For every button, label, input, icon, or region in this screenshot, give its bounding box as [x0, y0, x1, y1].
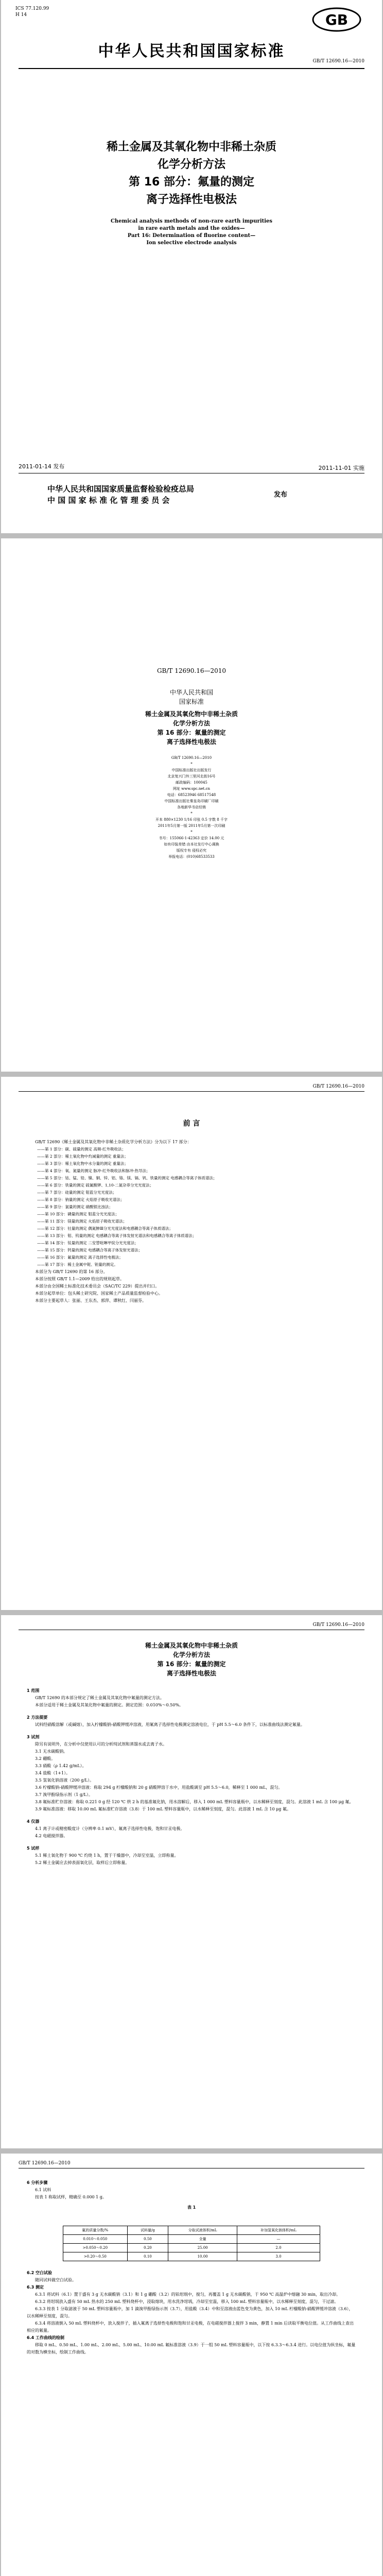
- imprint-line: GB/T 12690.16—2010: [171, 756, 212, 760]
- foreword-para: 本部分主要起草人：张丽、王东杰、郭萍、谭秋红、闫丽芬。: [35, 1298, 146, 1303]
- imprint-line: 各地新华书店经销: [177, 805, 206, 809]
- part-list-item: ——第 14 部分：钛量的测定 二安替吡啉甲烷分光光度法；: [37, 1241, 138, 1245]
- main-body-2a: [27, 2179, 356, 2211]
- part-list-item: ——第 11 部分：镁量的测定 火焰原子吸收光谱法；: [37, 1219, 127, 1224]
- body-para: 除另有说明外，在分析中仅使用认可的分析纯试剂和蒸馏水或去离子水。: [35, 1742, 167, 1747]
- cover-en-title-1: Chemical analysis methods of non-rare earth impurities: [110, 218, 273, 224]
- table-header-row: [63, 2226, 320, 2235]
- part-list-item: ——第 15 部分：钙量的测定 电感耦合等离子体发射光谱法；: [37, 1248, 143, 1252]
- imprint-line: *: [190, 830, 193, 834]
- body-para: 本部分适用于稀土金属及其氧化物中氟量的测定。测定范围：0.010%～0.50%。: [35, 1703, 183, 1707]
- part-list-item: ——第 17 部分：稀土金属中铌、钽量的测定。: [37, 1262, 118, 1267]
- imprint-std-no: GB/T 12690.16—2010: [156, 667, 227, 674]
- table-cell: 0.10: [127, 2252, 168, 2261]
- table-cell: 25.00: [168, 2244, 237, 2252]
- table-cell: 全量: [168, 2235, 237, 2244]
- ccs-code: H 14: [15, 12, 27, 18]
- doc-title-3: 第 16 部分：氟量的测定: [157, 1660, 226, 1668]
- table-1: [63, 2226, 320, 2261]
- body-para: 6.1 试料: [35, 2188, 51, 2192]
- body-para: 5.2 稀土金属应去掉表面氧化层，取样后立即称量。: [35, 1860, 130, 1865]
- table-row: [63, 2252, 320, 2261]
- table-cell: 0.50: [127, 2235, 168, 2244]
- main-body-1: [27, 1687, 356, 1867]
- body-para: 试料经硝酸溶解（或碱熔），加入柠檬酸钠-硝酸钾缓冲溶液，用氟离子选择性电极测定溶液电位，于 pH 5.5～6.0 条件下，以标准曲线法测定氟量。: [35, 1722, 305, 1727]
- imprint-page: [1, 538, 382, 1072]
- page-header: GB/T 12690.16—2010: [312, 1622, 364, 1628]
- imprint-line: 如有印装差错 由本社发行中心调换: [164, 842, 219, 846]
- table-caption: 表 1: [187, 2205, 196, 2210]
- part-list-item: ——第 1 部分：碳、硫量的测定 高频-红外吸收法；: [37, 1147, 126, 1151]
- body-para: 5.1 稀土氧化物于 900 ℃ 灼烧 1 h，置于干燥器中，冷却至室温，立即称量。: [35, 1853, 179, 1858]
- reagent-item: 3.7 溴甲酚绿指示剂（1 g/L）。: [35, 1792, 93, 1797]
- part-list-item: ——第 2 部分：稀土氧化物中灼减量的测定 重量法；: [37, 1154, 128, 1159]
- table-cell: 3.0: [237, 2252, 320, 2261]
- foreword-para: 本部分按照 GB/T 1.1—2009 给出的规则起草。: [35, 1277, 125, 1281]
- main-body-2b: [27, 2269, 356, 2356]
- ics-code: ICS 77.120.99: [15, 6, 49, 11]
- imprint-line: 网址 www.spc.net.cn: [173, 787, 210, 791]
- body-para: 随同试料做空白试验。: [35, 2278, 76, 2282]
- issue-date: 2011-01-14 发布: [19, 463, 65, 470]
- imprint-title-2: 国家标准: [179, 698, 204, 705]
- table-row: [63, 2235, 320, 2244]
- imprint-line: 中国标准出版社出版发行: [171, 768, 212, 772]
- reagent-item: 3.1 无水碳酸钠。: [35, 1749, 68, 1754]
- cover-en-title-4: Ion selective electrode analysis: [146, 240, 237, 246]
- table-row: [63, 2244, 320, 2252]
- section-heading: 2 方法提要: [27, 1715, 48, 1720]
- imprint-line: 北京复兴门外三里河北街16号: [167, 774, 216, 778]
- gb-logo: [312, 7, 361, 32]
- section-heading: 3 试剂: [27, 1735, 40, 1739]
- foreword-para: 本部分起草单位：包头稀土研究院、国家稀土产品质量监督检验中心。: [35, 1291, 163, 1296]
- issuer-1: 中华人民共和国国家质量监督检验检疫总局: [47, 484, 195, 494]
- header-rule: [19, 68, 364, 69]
- doc-title-1: 稀土金属及其氧化物中非稀土杂质: [145, 1642, 238, 1649]
- table-cell: 0.010～0.050: [63, 2235, 128, 2244]
- imprint-line: 中国标准出版社秦皇岛印刷厂印刷: [164, 799, 219, 803]
- step-para: 6.3.1 将试料（6.1）置于盛有 3 g 无水碳酸钠（3.1）和 1 g 硼酸（3.2）的铂坩埚中，搅匀，再覆盖 1 g 无水碳酸钠，于 950 ℃ 高温炉中熔融 30 min，取出冷却。: [35, 2292, 340, 2297]
- issuer-2: 中 国 国 家 标 准 化 管 理 委 员 会: [47, 496, 170, 505]
- cover-title-2: 化学分析方法: [157, 158, 225, 171]
- reagent-item: 3.2 硼酸。: [35, 1756, 56, 1761]
- part-list-item: ——第 9 部分：氯量的测定 硝酸银比浊法；: [37, 1205, 113, 1209]
- reagent-item: 3.6 柠檬酸钠-硝酸钾缓冲溶液：称取 294 g 柠檬酸钠和 20 g 硝酸钾溶于水中，用盐酸调至 pH 5.5～6.0，稀释至 1 000 mL，混匀。: [35, 1785, 283, 1790]
- section-heading: 6.4 工作曲线的绘制: [27, 2335, 64, 2340]
- main-page-1: [1, 1615, 382, 2148]
- foreword-para: 本部分为 GB/T 12690 的第 16 部分。: [35, 1269, 108, 1274]
- cover-page: [1, 0, 382, 533]
- table-header-cell: 补加氢氧化钠体积/mL: [237, 2226, 320, 2235]
- imprint-line: 邮政编码：100045: [176, 781, 207, 785]
- reagent-item: 3.5 氢氧化钠溶液（200 g/L）。: [35, 1778, 94, 1783]
- issuer-suffix: 发布: [274, 491, 288, 499]
- cover-title-3: 第 16 部分：氟量的测定: [129, 176, 254, 189]
- table-cell: >0.050～0.20: [63, 2244, 128, 2252]
- reagent-item: 3.9 氟标准溶液：移取 10.00 mL 氟标准贮存溶液（3.8）于 100 mL 塑料容量瓶中，以水稀释至刻度，混匀。此溶液 1 mL 含 10 μg 氟。: [35, 1807, 291, 1811]
- part-list-item: ——第 13 部分：钼、钨量的测定 电感耦合等离子体发射光谱法和电感耦合等离子体质谱法；: [37, 1233, 197, 1238]
- table-header-cell: 试料量/g: [127, 2226, 168, 2235]
- page-header: GB/T 12690.16—2010: [312, 1084, 364, 1089]
- imprint-line: 书号：155066·1-42363 定价 14.00 元: [159, 836, 224, 840]
- table-header-cell: 分取试液体积/mL: [168, 2226, 237, 2235]
- body-para: 4.2 电磁搅拌器。: [35, 1834, 68, 1838]
- table-cell: 10.00: [168, 2252, 237, 2261]
- imprint-title-3: 稀土金属及其氧化物中非稀土杂质: [145, 710, 238, 718]
- imprint-line: 开本 880×1230 1/16 印张 0.5 字数 8 千字: [155, 818, 228, 822]
- section-heading: 1 范围: [27, 1688, 40, 1693]
- gb-logo-icon: [312, 7, 361, 32]
- part-list-item: ——第 10 部分：磷量的测定 钼蓝分光光度法；: [37, 1212, 119, 1216]
- foreword-para: 本部分由全国稀土标准化技术委员会（SAC/TC 229）提出并归口。: [35, 1284, 160, 1289]
- imprint-line: 举报电话：(010)68533533: [168, 855, 215, 859]
- table-cell: 2.0: [237, 2244, 320, 2252]
- part-list-item: ——第 16 部分：氟量的测定 离子选择性电极法；: [37, 1255, 123, 1260]
- cover-title-1: 稀土金属及其氧化物中非稀土杂质: [106, 141, 276, 154]
- imprint-title-1: 中华人民共和国: [169, 689, 213, 696]
- reagent-item: 3.3 硝酸（ρ 1.42 g/mL）。: [35, 1764, 86, 1768]
- table-cell: 0.20: [127, 2244, 168, 2252]
- table-cell: >0.20～0.50: [63, 2252, 128, 2261]
- imprint-title-5: 第 16 部分：氟量的测定: [157, 729, 226, 736]
- step-para: 6.3.3 按表 1 分取滤液于 50 mL 塑料容量瓶中，加 1 滴溴甲酚绿指示剂（3.7），用盐酸（3.4）中和至溶液由蓝色变为黄色，加入 10 mL 柠檬酸钠-硝酸钾缓冲溶液（3.6），以水稀释至刻度，混匀。: [27, 2307, 353, 2318]
- imprint-line: 2011年5月第一版 2011年5月第一次印刷: [158, 824, 225, 828]
- doc-title-2: 化学分析方法: [172, 1651, 210, 1658]
- section-heading: 5 试样: [27, 1846, 40, 1851]
- body-para: 4.1 离子计或精密酸度计（分辨率 0.1 mV），氟离子选择性电极，饱和甘汞电极。: [35, 1826, 185, 1831]
- imprint-line: *: [190, 762, 193, 766]
- foreword-heading: 前 言: [183, 1120, 200, 1128]
- main-page-2: [1, 2154, 382, 2576]
- section-heading: 6.3 测定: [27, 2285, 44, 2290]
- page-header-rule: [19, 1091, 364, 1092]
- step-para: 6.3.4 将溶液倒入 50 mL 塑料烧杯中，放入搅拌子，插入氟离子选择性电极和饱和甘汞电极，在电磁搅拌器上搅拌 3 min，静置 1 min 后读取平衡电位值。从工作曲线上查出相应的氟量。: [27, 2321, 354, 2333]
- cover-title-4: 离子选择性电极法: [146, 193, 237, 206]
- doc-title-4: 离子选择性电极法: [166, 1670, 216, 1677]
- step-para: 6.3.2 将坩埚放入盛有 50 mL 热水的 250 mL 塑料烧杯中，浸取熔块，用水洗净坩埚，冷却至室温，移入 100 mL 塑料容量瓶中，以水稀释至刻度，混匀，干过滤。: [35, 2299, 339, 2304]
- body-para: 按表 1 称取试样，精确至 0.000 1 g。: [35, 2195, 107, 2199]
- part-list-item: ——第 4 部分：氧、氮量的测定 脉冲-红外吸收法和脉冲-热导法；: [37, 1168, 150, 1173]
- part-list-item: ——第 7 部分：硅量的测定 钼蓝分光光度法；: [37, 1190, 117, 1195]
- part-list-item: ——第 3 部分：稀土氧化物中水分量的测定 重量法；: [37, 1161, 128, 1166]
- org-title: 中华人民共和国国家标准: [98, 42, 285, 60]
- section-heading: 6.2 空白试验: [27, 2270, 52, 2275]
- imprint-line: *: [190, 811, 193, 816]
- part-list-item: ——第 12 部分：钍量的测定 偶氮胂Ⅲ分光光度法和电感耦合等离子体质谱法；: [37, 1226, 173, 1231]
- table-header-cell: 氟的质量分数/%: [63, 2226, 128, 2235]
- page-header: GB/T 12690.16—2010: [19, 2161, 71, 2166]
- body-para: GB/T 12690 的本部分规定了稀土金属及其氧化物中氟量的测定方法。: [35, 1696, 164, 1700]
- cover-en-title-2: in rare earth metals and the oxides—: [138, 226, 245, 231]
- cover-std-no: GB/T 12690.16—2010: [312, 59, 364, 64]
- body-para: 移取 0 mL、0.50 mL、1.00 mL、2.00 mL、5.00 mL、10.00 mL 氟标准溶液（3.9）于一组 50 mL 塑料容量瓶中，以下按 6.3.3～6.3.4 进行。以电位值为纵坐标，氟量的对数为横坐标，绘制工作曲线。: [27, 2343, 356, 2354]
- reagent-item: 3.4 盐酸（1+1）。: [35, 1771, 71, 1775]
- section-heading: 4 仪器: [27, 1819, 40, 1824]
- section-heading: 6 分析步骤: [27, 2180, 48, 2185]
- foreword-para: GB/T 12690《稀土金属及其氧化物中非稀土杂质化学分析方法》分为以下 17 部分：: [35, 1140, 192, 1144]
- reagent-item: 3.8 氟标准贮存溶液：称取 0.221 0 g 经 120 ℃ 烘 2 h 的基准氟化钠，用水溶解后，移入 1 000 mL 塑料容量瓶中，以水稀释至刻度，混匀。此溶液 1 mL 含 100 μg 氟。: [35, 1800, 354, 1804]
- imprint-line: 版权专有 侵权必究: [176, 849, 207, 853]
- imprint-title-6: 离子选择性电极法: [166, 738, 216, 745]
- cover-en-title-3: Part 16: Determination of fluorine content—: [127, 233, 256, 239]
- foreword-body: [27, 1139, 356, 1304]
- imprint-line: 电话：68523946 68517548: [167, 793, 216, 797]
- impl-date: 2011-11-01 实施: [318, 465, 364, 471]
- imprint-block: [1, 755, 382, 860]
- foreword-page: [1, 1077, 382, 1610]
- part-list-item: ——第 6 部分：铁量的测定 硫氰酸钾、1,10-二氮杂菲分光光度法；: [37, 1183, 154, 1188]
- part-list-item: ——第 5 部分：钴、锰、铅、镍、铜、锌、铝、铬、镁、镉、钒、铁量的测定 电感耦合等离子体质谱法；: [37, 1176, 217, 1180]
- part-list-item: ——第 8 部分：钠量的测定 火焰原子吸收光谱法；: [37, 1197, 125, 1202]
- imprint-title-4: 化学分析方法: [172, 720, 210, 727]
- table-cell: —: [237, 2235, 320, 2244]
- gb-logo-text: GB: [325, 11, 349, 28]
